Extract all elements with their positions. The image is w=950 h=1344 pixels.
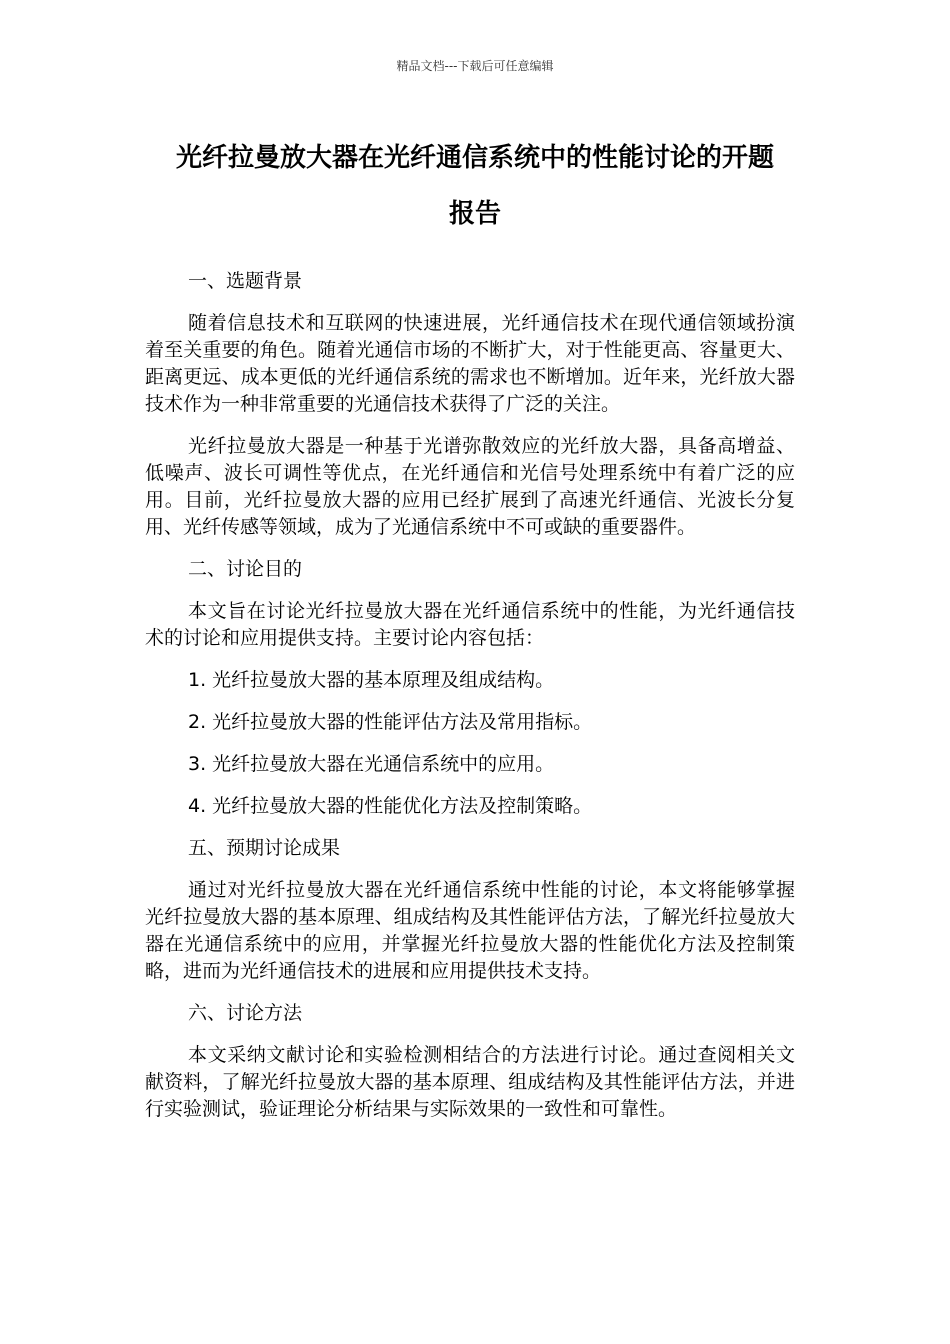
- section-heading-background: 一、选题背景: [188, 270, 303, 292]
- title-line-2: 报告: [448, 199, 501, 229]
- page-header: 精品文档---下载后可任意编辑: [396, 59, 554, 73]
- document-body: [145, 268, 795, 1138]
- paragraph: 随着信息技术和互联网的快速进展，光纤通信技术在现代通信领域扮演着至关重要的角色。随着光通信市场的不断扩大，对于性能更高、容量更大、距离更远、成本更低的光纤通信系统的需求也不断增加。近年来，光纤放大器技术作为一种非常重要的光通信技术获得了广泛的关注。: [145, 312, 795, 415]
- list-item: 3. 光纤拉曼放大器在光通信系统中的应用。: [188, 753, 555, 775]
- section-heading-purpose: 二、讨论目的: [188, 558, 303, 580]
- document-title: [140, 130, 810, 242]
- list-item: 1. 光纤拉曼放大器的基本原理及组成结构。: [188, 669, 555, 691]
- section-heading-expected-results: 五、预期讨论成果: [188, 837, 341, 859]
- paragraph: 本文旨在讨论光纤拉曼放大器在光纤通信系统中的性能，为光纤通信技术的讨论和应用提供支持。主要讨论内容包括：: [145, 600, 795, 649]
- list-item: 4. 光纤拉曼放大器的性能优化方法及控制策略。: [188, 795, 593, 817]
- paragraph: 本文采纳文献讨论和实验检测相结合的方法进行讨论。通过查阅相关文献资料，了解光纤拉曼放大器的基本原理、组成结构及其性能评估方法，并进行实验测试，验证理论分析结果与实际效果的一致性和可靠性。: [145, 1044, 795, 1120]
- list-item: 2. 光纤拉曼放大器的性能评估方法及常用指标。: [188, 711, 593, 733]
- section-heading-methods: 六、讨论方法: [188, 1002, 303, 1024]
- title-line-1: 光纤拉曼放大器在光纤通信系统中的性能讨论的开题: [175, 143, 774, 173]
- paragraph: 光纤拉曼放大器是一种基于光谱弥散效应的光纤放大器，具备高增益、低噪声、波长可调性等优点，在光纤通信和光信号处理系统中有着广泛的应用。目前，光纤拉曼放大器的应用已经扩展到了高速光纤通信、光波长分复用、光纤传感等领域，成为了光通信系统中不可或缺的重要器件。: [145, 435, 795, 538]
- paragraph: 通过对光纤拉曼放大器在光纤通信系统中性能的讨论，本文将能够掌握光纤拉曼放大器的基本原理、组成结构及其性能评估方法，了解光纤拉曼放大器在光通信系统中的应用，并掌握光纤拉曼放大器的性能优化方法及控制策略，进而为光纤通信技术的进展和应用提供技术支持。: [145, 879, 795, 982]
